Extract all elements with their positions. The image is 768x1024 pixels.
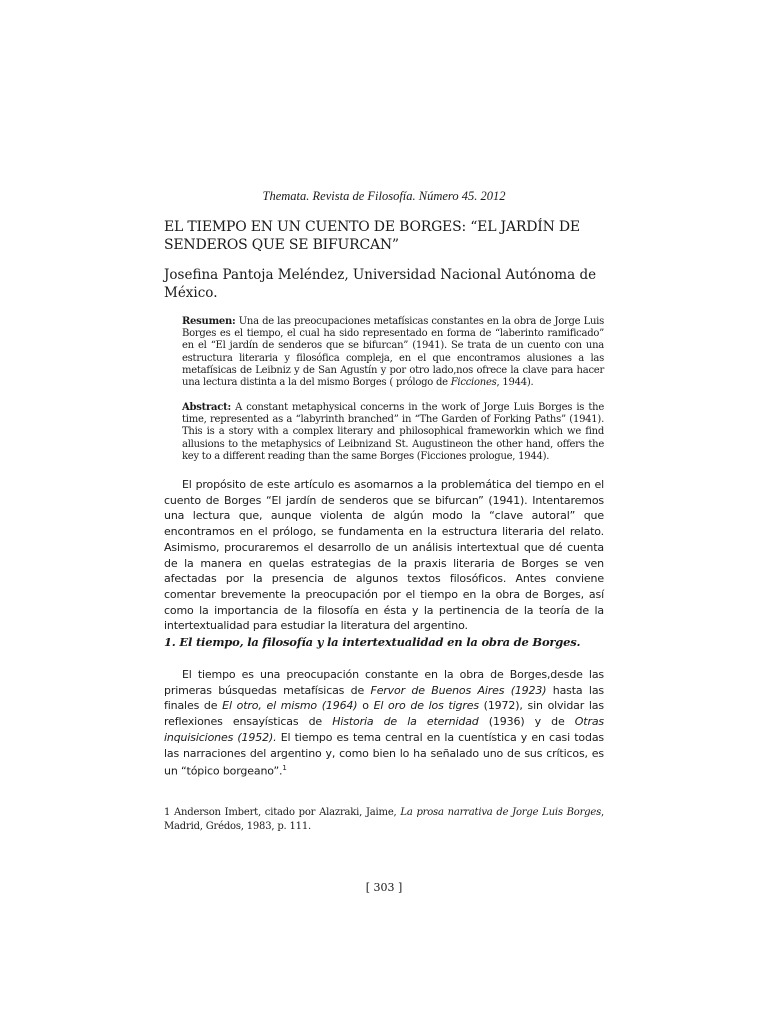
- abstract-label: Abstract:: [182, 402, 231, 413]
- paragraph-text: hasta las finales de: [164, 683, 604, 713]
- section-heading: 1. El tiempo, la filosofía y la intertextualidad en la obra de Borges.: [164, 635, 581, 649]
- resumen-text: Una de las preocupaciones metafísicas constantes en la obra de Jorge Luis Borges es el tiempo, el cual ha sido representado en forma de “laberinto ramificado” en el “El jardín de senderos que se bifurcan” (1941). Se trata de un cuento con una estructura literaria y filosófica compleja, en el que encontramos alusiones a las metafísicas de Leibniz y de San Agustín y por otro lado,nos ofrece la clave para hacer una lectura distinta a la del mismo Borges ( prólogo de: [182, 316, 604, 389]
- resumen-text-end: , 1944).: [496, 377, 534, 389]
- footnote-text: 1 Anderson Imbert, citado por Alazraki, Jaime,: [164, 807, 401, 818]
- paragraph-text: El tiempo es tema central en la cuentística y en casi todas las narraciones del argentino y, como bien lo ha señalado uno de sus críticos, es un “tópico borgeano”.: [164, 730, 604, 778]
- article-title: EL TIEMPO EN UN CUENTO DE BORGES: “EL JARDÍN DE SENDEROS QUE SE BIFURCAN”: [164, 219, 580, 253]
- abstract-block: [182, 402, 604, 463]
- section-paragraph: [164, 667, 604, 780]
- article-author: Josefina Pantoja Meléndez, Universidad Nacional Autónoma de México.: [164, 267, 597, 301]
- work-title: El otro, el mismo (1964): [222, 699, 358, 713]
- paragraph-text: (1936) y de: [478, 715, 575, 729]
- resumen-label: Resumen:: [182, 316, 236, 327]
- intro-paragraph-text: El propósito de este artículo es asomarnos a la problemática del tiempo en el cuento de Borges “El jardín de senderos que se bifurcan” (1941). Intentaremos una lectura que, aunque violenta de algún modo la “clave autoral” que encontramos en el prólogo, se fundamenta en la estructura literaria del relato. Asimismo, procuraremos el desarrollo de un análisis intertextual que dé cuenta de la manera en quelas estrategias de la praxis literaria de Borges se ven afectadas por la presencia de algunos textos filosóficos. Antes conviene comentar brevemente la preocupación por el tiempo en la obra de Borges, así como la importancia de la filosofía en ésta y la pertinencia de la teoría de la intertextualidad para estudiar la literatura del argentino.: [164, 478, 604, 633]
- work-title: Fervor de Buenos Aires (1923): [370, 683, 547, 697]
- footnote-ref[interactable]: 1: [282, 764, 287, 773]
- abstract-text: A constant metaphysical concerns in the work of Jorge Luis Borges is the time, represented as a “labyrinth branched” in “The Garden of Forking Paths” (1941). This is a story with a complex literary and philosophical frameworkin which we find allusions to the metaphysics of Leibnizand St. Augustineon the other hand, offers the key to a different reading than the same Borges (Ficciones prologue, 1944).: [182, 402, 604, 462]
- resumen-block: [182, 316, 604, 389]
- paragraph-text: (1972), sin olvidar las reflexiones ensayísticas de: [164, 699, 604, 729]
- resumen-italic-title: Ficciones: [450, 377, 497, 389]
- paragraph-text: o: [357, 699, 374, 713]
- page-number: [ 303 ]: [365, 881, 403, 894]
- footnote: [164, 806, 604, 834]
- work-title: El oro de los tigres: [373, 699, 479, 713]
- paragraph-text: El tiempo es una preocupación constante en la obra de Borges,desde las primeras búsquedas metafísicas de: [164, 668, 604, 697]
- work-title: Historia de la eternidad: [332, 715, 479, 729]
- journal-header: Themata. Revista de Filosofía. Número 45. 2012: [262, 189, 506, 203]
- intro-paragraph: [164, 477, 604, 634]
- work-title: Otras inquisiciones (1952).: [164, 715, 605, 744]
- footnote-book-title: La prosa narrativa de Jorge Luis Borges: [400, 807, 602, 818]
- footnote-text: , Madrid, Grédos, 1983, p. 111.: [164, 807, 604, 832]
